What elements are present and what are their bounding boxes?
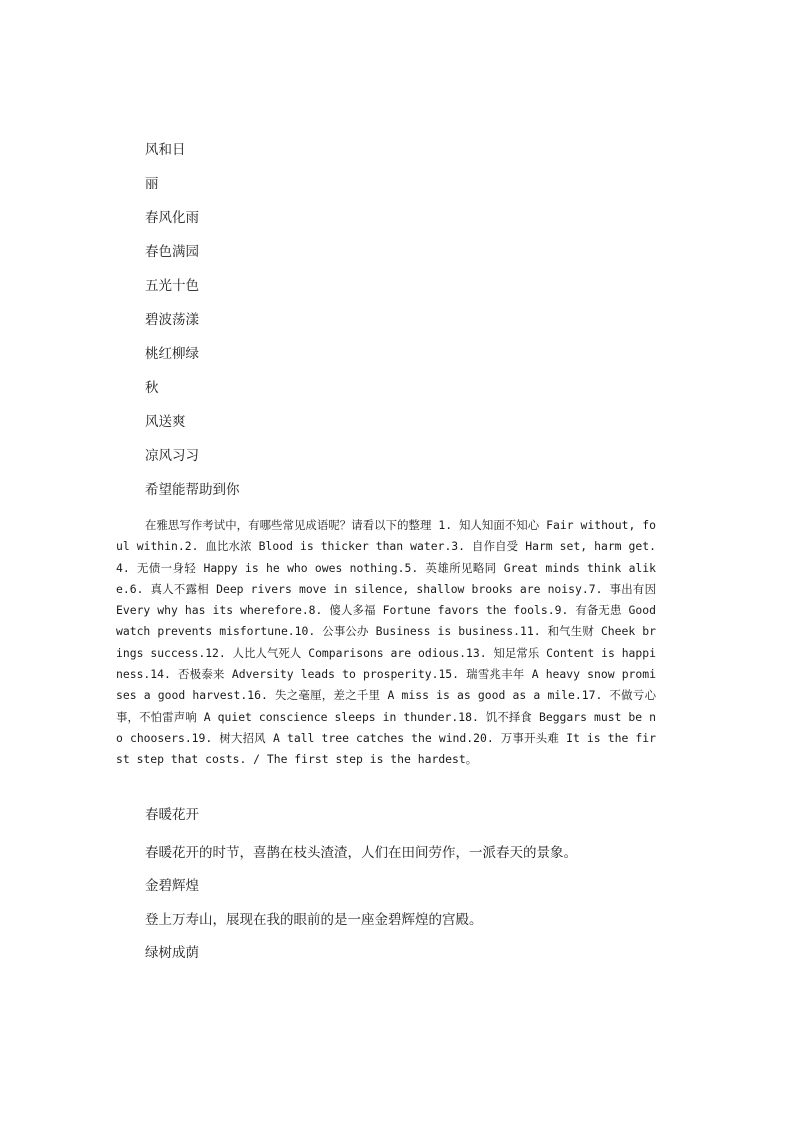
section-heading: 春暖花开 [145,807,199,823]
idiom-line: 凉风习习 [145,448,199,464]
idiom-line: 春风化雨 [145,210,199,226]
idiom-line: 丽 [145,176,159,192]
example-sentence: 登上万寿山，展现在我的眼前的是一座金碧辉煌的宫殿。 [145,912,483,928]
idiom-line: 五光十色 [145,278,199,294]
idiom-line: 春色满园 [145,244,199,260]
example-sentence: 春暖花开的时节，喜鹊在枝头渣渣，人们在田间劳作，一派春天的景象。 [145,845,577,861]
idiom-line: 风送爽 [145,414,186,430]
closing-line: 希望能帮助到你 [145,482,240,498]
ielts-idioms-paragraph: 在雅思写作考试中，有哪些常见成语呢？请看以下的整理 1. 知人知面不知心 Fair without, foul within.2. 血比水浓 Blood is thicker than water.3. 自作自受 Harm set, harm get.4. 无债一身轻 Happy is he who owes nothing.5. 英雄所见略同 Great minds think alike.6. 真人不露相 Deep rivers move in silence, shallow brooks are noisy.7. 事出有因 Every why has its wherefore.8. 傻人多福 Fortune favors the fools.9. 有备无患 Good watch prevents misfortune.10. 公事公办 Business is business.11. 和气生财 Cheek brings success.12. 人比人气死人 Comparisons are odious.13. 知足常乐 Content is happiness.14. 否极泰来 Adversity leads to prosperity.15. 瑞雪兆丰年 A heavy snow promises a good harvest.16. 失之毫厘，差之千里 A miss is as good as a mile.17. 不做亏心事，不怕雷声响 A quiet conscience sleeps in thunder.18. 饥不择食 Beggars must be no choosers.19. 树大招风 A tall tree catches the wind.20. 万事开头难 It is the first step that costs. / The first step is the hardest。 [116,518,656,767]
idiom-line: 碧波荡漾 [145,312,199,328]
section-heading: 绿树成荫 [145,945,199,961]
idiom-line: 桃红柳绿 [145,346,199,362]
idiom-line: 风和日 [145,142,186,158]
idiom-line: 秋 [145,380,159,396]
section-heading: 金碧辉煌 [145,878,199,894]
